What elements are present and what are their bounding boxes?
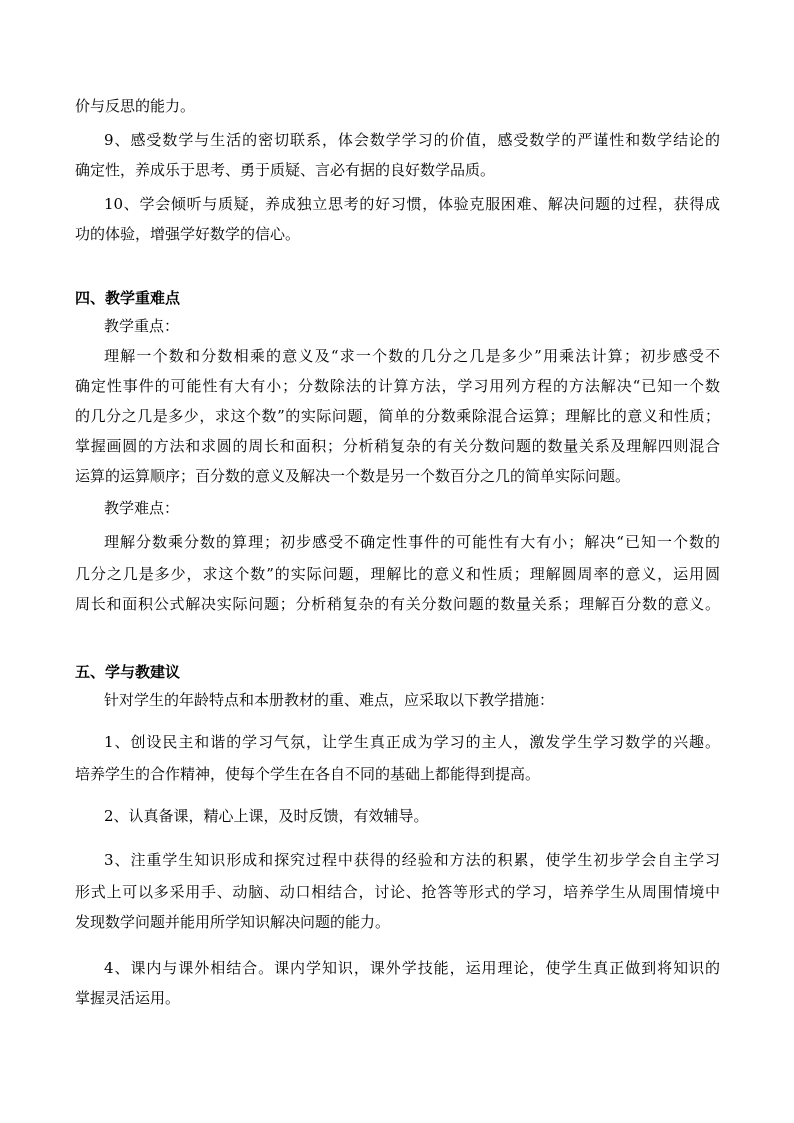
text-line: 周长和面积公式解决实际问题；分析稍复杂的有关分数问题的数量关系；理解百分数的意义。 bbox=[75, 595, 720, 613]
text-line: 针对学生的年龄特点和本册教材的重、难点，应采取以下教学措施： bbox=[104, 691, 555, 709]
text-line: 几分之几是多少，求这个数”的实际问题，理解比的意义和性质；理解圆周率的意义，运用圆 bbox=[75, 565, 720, 583]
key-points-paragraph bbox=[0, 464, 794, 488]
key-points-paragraph bbox=[0, 374, 794, 398]
text-line: 确定性，养成乐于思考、勇于质疑、言必有据的良好数学品质。 bbox=[75, 161, 496, 179]
text-line: 9、感受数学与生活的密切联系，体会数学学习的价值，感受数学的严谨性和数学结论的 bbox=[104, 131, 720, 149]
difficulties-paragraph bbox=[0, 562, 794, 586]
advice-item-3-cont bbox=[0, 910, 794, 934]
section-title: 五、学与教建议 bbox=[75, 663, 181, 681]
text-line: 4、课内与课外相结合。课内学知识，课外学技能，运用理论，使学生真正做到将知识的 bbox=[104, 959, 720, 977]
paragraph-item-9 bbox=[0, 128, 794, 152]
advice-item-1-cont bbox=[0, 762, 794, 786]
text-line: 确定性事件的可能性有大有小；分数除法的计算方法，学习用列方程的方法解决“已知一个数 bbox=[75, 377, 720, 395]
text-line: 形式上可以多采用手、动脑、动口相结合，讨论、抢答等形式的学习，培养学生从周围情境中 bbox=[75, 883, 720, 901]
text-line: 10、学会倾听与质疑，养成独立思考的好习惯，体验克服困难、解决问题的过程，获得成 bbox=[104, 195, 720, 213]
text-line: 运算的运算顺序；百分数的意义及解决一个数是另一个数百分之几的简单实际问题。 bbox=[75, 467, 631, 485]
advice-item-3-cont bbox=[0, 880, 794, 904]
text-line: 发现数学问题并能用所学知识解决问题的能力。 bbox=[75, 913, 391, 931]
paragraph-item-9-cont bbox=[0, 158, 794, 182]
text-line: 价与反思的能力。 bbox=[75, 97, 196, 115]
text-line: 的几分之几是多少，求这个数”的实际问题，简单的分数乘除混合运算；理解比的意义和性质； bbox=[75, 407, 720, 425]
section-heading-4 bbox=[0, 286, 794, 310]
advice-item-4 bbox=[0, 956, 794, 980]
difficulties-paragraph bbox=[0, 530, 794, 554]
text-line: 功的体验，增强学好数学的信心。 bbox=[75, 225, 301, 243]
text-line: 教学重点： bbox=[104, 317, 180, 335]
advice-intro bbox=[0, 688, 794, 712]
paragraph-continuation bbox=[0, 94, 794, 118]
advice-item-2 bbox=[0, 804, 794, 828]
difficulties-paragraph bbox=[0, 592, 794, 616]
section-title: 四、教学重难点 bbox=[75, 289, 181, 307]
text-line: 1、创设民主和谐的学习气氛，让学生真正成为学习的主人，激发学生学习数学的兴趣。 bbox=[104, 733, 720, 751]
difficulties-label bbox=[0, 496, 794, 520]
text-line: 理解分数乘分数的算理；初步感受不确定性事件的可能性有大有小；解决“已知一个数的 bbox=[104, 533, 720, 551]
advice-item-3 bbox=[0, 848, 794, 872]
text-line: 3、注重学生知识形成和探究过程中获得的经验和方法的积累，使学生初步学会自主学习 bbox=[104, 851, 720, 869]
text-line: 理解一个数和分数相乘的意义及“求一个数的几分之几是多少”用乘法计算；初步感受不 bbox=[104, 347, 720, 365]
key-points-paragraph bbox=[0, 404, 794, 428]
paragraph-item-10-cont bbox=[0, 222, 794, 246]
key-points-paragraph bbox=[0, 434, 794, 458]
key-points-label bbox=[0, 314, 794, 338]
advice-item-1 bbox=[0, 730, 794, 754]
key-points-paragraph bbox=[0, 344, 794, 368]
text-line: 培养学生的合作精神，使每个学生在各自不同的基础上都能得到提高。 bbox=[75, 765, 541, 783]
text-line: 2、认真备课，精心上课，及时反馈，有效辅导。 bbox=[104, 807, 429, 825]
text-line: 掌握画圆的方法和求圆的周长和面积；分析稍复杂的有关分数问题的数量关系及理解四则混合 bbox=[75, 437, 720, 455]
section-heading-5 bbox=[0, 660, 794, 684]
text-line: 掌握灵活运用。 bbox=[75, 989, 181, 1007]
paragraph-item-10 bbox=[0, 192, 794, 216]
text-line: 教学难点： bbox=[104, 499, 180, 517]
advice-item-4-cont bbox=[0, 986, 794, 1010]
